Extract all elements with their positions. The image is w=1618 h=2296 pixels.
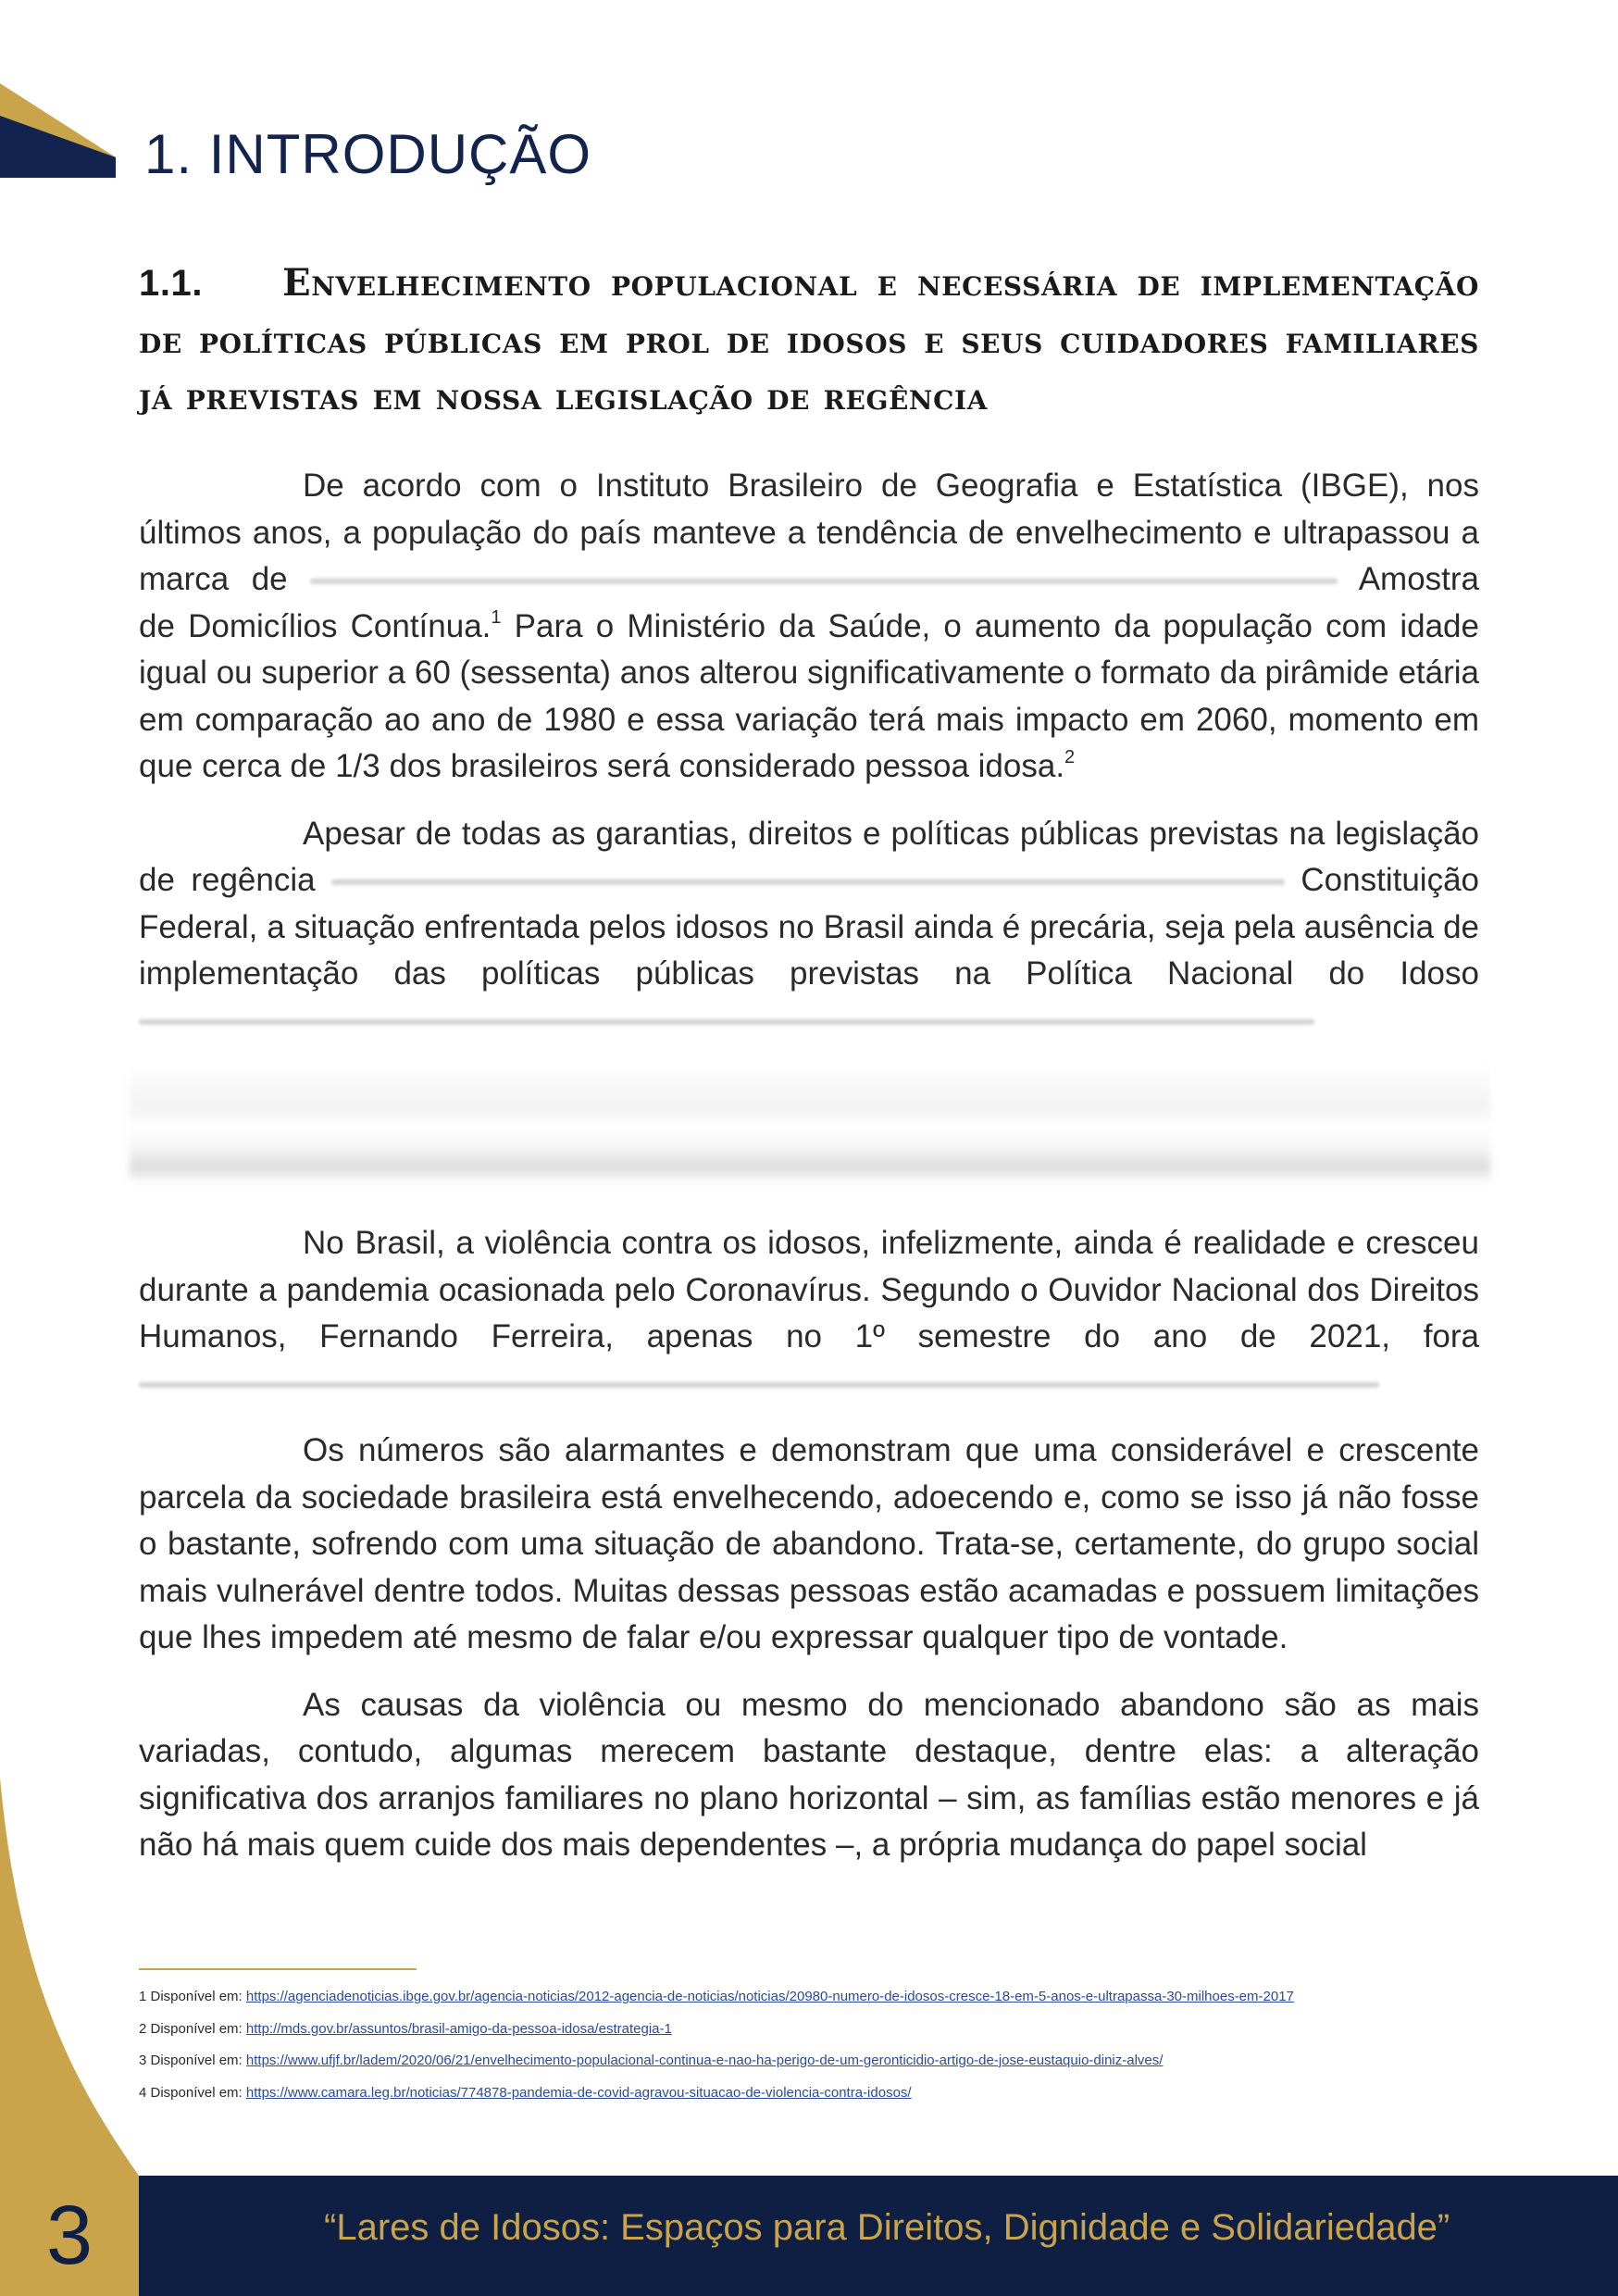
footnote-ref-1[interactable]: 1 [491,606,502,628]
body-text [139,463,1479,1890]
paragraph-2-middle: Constituição Federal, a situação enfrentada pelos idosos no Brasil ainda é precária, seja pela ausência de implementação das políticas públicas previstas na Política Nacional do Idoso [139,862,1480,992]
section-number: 1.1. [139,263,204,304]
footnote-separator [139,1968,417,1970]
paragraph-4: Os números são alarmantes e demonstram que uma considerável e crescente parcela da sociedade brasileira está envelhecendo, adoecendo e, como se isso já não fosse o bastante, sofrendo com uma situação de abandono. Trata-se, certamente, do grupo social mais vulnerável dentre todos. Muitas dessas pessoas estão acamadas e possuem limitações que lhes impedem até mesmo de falar e/ou expressar qualquer tipo de vontade. [139,1432,1479,1655]
chapter-title: 1. INTRODUÇÃO [144,123,592,185]
footnote-2-link[interactable]: http://mds.gov.br/assuntos/brasil-amigo-da-pessoa-idosa/estrategia-1 [245,2020,672,2037]
redacted-block [130,1065,1490,1204]
page-number: 3 [0,2176,139,2296]
paragraph-1-start: De acordo com o Instituto Brasileiro de Geografia e Estatística (IBGE), nos últimos anos, a população do país manteve a tendência de envelhecimento e ultrapassou a marca de [139,468,1479,597]
footnote-3: 3 Disponível em: https://www.ufjf.br/ladem/2020/06/21/envelhecimento-populacional-continua-e-nao-ha-perigo-de-um-geronticidio-artigo-de-jose-eustaquio-diniz-alves/ [139,2053,1164,2068]
paragraph-3 [139,1220,1479,1407]
redacted-strip [139,1017,1314,1027]
paragraph-1-middle: Amostra de Domicílios Contínua. [139,561,1479,644]
footnote-1-link[interactable]: https://agenciadenoticias.ibge.gov.br/agencia-noticias/2012-agencia-de-noticias/noticias/20980-numero-de-idosos-cresce-18-em-5-anos-e-ultrapassa-30-milhoes-em-2017 [245,1989,1294,2004]
paragraph-2-start: Apesar de todas as garantias, direitos e políticas públicas previstas na legislação de regência [139,815,1479,898]
footnote-4: 4 Disponível em: https://www.camara.leg.br/noticias/774878-pandemia-de-covid-agravou-situacao-de-violencia-contra-idosos/ [139,2084,912,2101]
paragraph-5: As causas da violência ou mesmo do mencionado abandono são as mais variadas, contudo, algumas merecem bastante destaque, dentre elas: a alteração significativa dos arranjos familiares no plano horizontal – sim, as famílias estão menores e já não há mais quem cuide dos mais dependentes –, a própria mudança do papel social [139,1686,1479,1863]
footnote-4-link[interactable]: https://www.camara.leg.br/noticias/774878-pandemia-de-covid-agravou-situacao-de-violencia-contra-idosos/ [245,2084,912,2101]
footnote-ref-2[interactable]: 2 [1064,747,1076,767]
paragraph-3-start: No Brasil, a violência contra os idosos, infelizmente, ainda é realidade e cresceu durante a pandemia ocasionada pelo Coronavírus. Segundo o Ouvidor Nacional dos Direitos Humanos, Fernando Ferreira, apenas no 1º semestre do ano de 2021, fora [139,1225,1479,1354]
paragraph-2 [139,811,1479,1045]
redacted-strip [310,577,1338,586]
footnote-3-link[interactable]: https://www.ufjf.br/ladem/2020/06/21/envelhecimento-populacional-continua-e-nao-ha-perigo-de-um-geronticidio-artigo-de-jose-eustaquio-diniz-alves/ [245,2053,1164,2068]
paragraph-1-end: Para o Ministério da Saúde, o aumento da população com idade igual ou superior a 60 (sessenta) anos alterou significativamente o formato da pirâmide etária em comparação ao ano de 1980 e essa variação terá mais impacto em 2060, momento em que cerca de 1/3 dos brasileiros será considerado pessoa idosa. [139,607,1479,784]
redacted-strip [139,1380,1379,1390]
section-title: Envelhecimento populacional e necessária de implementação de políticas públicas em prol de idosos e seus cuidadores familiares já previstas em nossa legislação de regência [139,261,1479,418]
side-curve-decoration [0,1778,139,2176]
corner-triangle-decoration [0,0,120,185]
footnote-1: 1 Disponível em: https://agenciadenoticias.ibge.gov.br/agencia-noticias/2012-agencia-de-noticias/noticias/20980-numero-de-idosos-cresce-18-em-5-anos-e-ultrapassa-30-milhoes-em-2017 [139,1989,1294,2004]
footnote-2: 2 Disponível em: http://mds.gov.br/assuntos/brasil-amigo-da-pessoa-idosa/estrategia-1 [139,2020,672,2037]
footnotes [139,1981,1481,2109]
paragraph-1 [139,463,1479,791]
redacted-strip [331,878,1285,887]
section-heading [139,255,1479,425]
footer-title: “Lares de Idosos: Espaços para Direitos, Dignidade e Solidariedade” [324,2207,1450,2248]
